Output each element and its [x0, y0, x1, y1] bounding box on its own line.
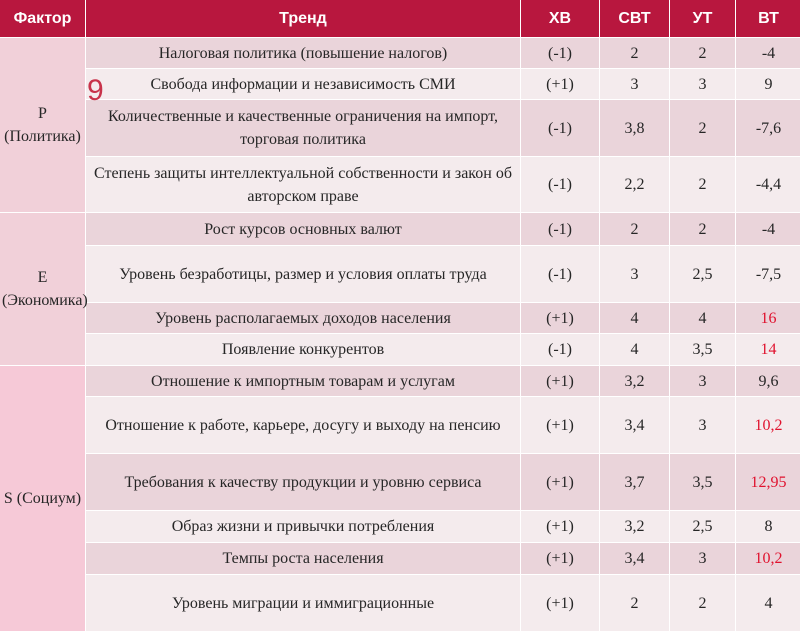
table-row: [0, 157, 800, 213]
ut-cell: 4: [670, 303, 736, 334]
svt-cell: 3,4: [600, 543, 670, 575]
svt-cell: 4: [600, 303, 670, 334]
table-row: [0, 100, 800, 157]
svt-cell: 2: [600, 213, 670, 246]
table-row: [0, 303, 800, 334]
xb-cell: (+1): [521, 366, 600, 397]
vt-cell: 10,2: [736, 397, 800, 454]
svt-cell: 3,8: [600, 100, 670, 157]
header-factor: Фактор: [0, 0, 86, 38]
vt-cell: -4: [736, 213, 800, 246]
ut-cell: 3: [670, 366, 736, 397]
vt-cell: 10,2: [736, 543, 800, 575]
ut-cell: 2: [670, 157, 736, 213]
xb-cell: (+1): [521, 454, 600, 511]
header-svt: СВТ: [600, 0, 670, 38]
svt-cell: 3,7: [600, 454, 670, 511]
table-row: [0, 543, 800, 575]
table-row: [0, 575, 800, 632]
factor-society: S (Социум): [0, 366, 86, 632]
trend-cell: Отношение к работе, карьере, досугу и выходу на пенсию: [86, 397, 521, 454]
vt-cell: 4: [736, 575, 800, 632]
svt-cell: 4: [600, 334, 670, 366]
xb-cell: (-1): [521, 334, 600, 366]
header-vt: ВТ: [736, 0, 800, 38]
vt-cell: -4,4: [736, 157, 800, 213]
xb-cell: (+1): [521, 303, 600, 334]
ut-cell: 3,5: [670, 454, 736, 511]
xb-cell: (+1): [521, 69, 600, 100]
trend-cell: Образ жизни и привычки потребления: [86, 511, 521, 543]
svt-cell: 2: [600, 575, 670, 632]
trend-cell: Требования к качеству продукции и уровню сервиса: [86, 454, 521, 511]
trend-cell: Уровень безработицы, размер и условия оплаты труда: [86, 246, 521, 303]
svt-cell: 2,2: [600, 157, 670, 213]
trend-cell: Темпы роста населения: [86, 543, 521, 575]
table-row: [0, 38, 800, 69]
xb-cell: (+1): [521, 575, 600, 632]
trend-cell: Отношение к импортным товарам и услугам: [86, 366, 521, 397]
ut-cell: 3: [670, 69, 736, 100]
trend-cell: Налоговая политика (повышение налогов): [86, 38, 521, 69]
svt-cell: 3,4: [600, 397, 670, 454]
vt-cell: 9: [736, 69, 800, 100]
xb-cell: (-1): [521, 38, 600, 69]
vt-cell: -4: [736, 38, 800, 69]
trend-cell: Рост курсов основных валют: [86, 213, 521, 246]
ut-cell: 2: [670, 100, 736, 157]
vt-cell: 12,95: [736, 454, 800, 511]
svt-cell: 3,2: [600, 511, 670, 543]
xb-cell: (+1): [521, 543, 600, 575]
trend-cell: Степень защиты интеллектуальной собственности и закон об авторском праве: [86, 157, 521, 213]
vt-cell: 14: [736, 334, 800, 366]
table-row: [0, 511, 800, 543]
header-ut: УТ: [670, 0, 736, 38]
xb-cell: (-1): [521, 213, 600, 246]
xb-cell: (-1): [521, 246, 600, 303]
factor-economics: E (Экономика): [0, 213, 86, 366]
table-row: [0, 246, 800, 303]
svt-cell: 3: [600, 69, 670, 100]
factor-politics: P (Политика): [0, 38, 86, 213]
trend-cell: Уровень располагаемых доходов населения: [86, 303, 521, 334]
ut-cell: 3: [670, 543, 736, 575]
vt-cell: -7,5: [736, 246, 800, 303]
slide-annotation-number: 9: [87, 76, 104, 106]
ut-cell: 3,5: [670, 334, 736, 366]
xb-cell: (-1): [521, 157, 600, 213]
ut-cell: 2,5: [670, 511, 736, 543]
trend-cell: Уровень миграции и иммиграционные: [86, 575, 521, 632]
ut-cell: 2: [670, 575, 736, 632]
header-trend: Тренд: [86, 0, 521, 38]
table-row: [0, 454, 800, 511]
vt-cell: 8: [736, 511, 800, 543]
trend-cell: Свобода информации и независимость СМИ: [86, 69, 521, 100]
ut-cell: 3: [670, 397, 736, 454]
xb-cell: (-1): [521, 100, 600, 157]
table-row: [0, 69, 800, 100]
trend-cell: Появление конкурентов: [86, 334, 521, 366]
ut-cell: 2: [670, 213, 736, 246]
xb-cell: (+1): [521, 397, 600, 454]
table-row: [0, 366, 800, 397]
vt-cell: 9,6: [736, 366, 800, 397]
table-row: [0, 397, 800, 454]
xb-cell: (+1): [521, 511, 600, 543]
svt-cell: 3,2: [600, 366, 670, 397]
trend-cell: Количественные и качественные ограничения на импорт, торговая политика: [86, 100, 521, 157]
header-row: [0, 0, 800, 38]
ut-cell: 2: [670, 38, 736, 69]
header-xb: ХВ: [521, 0, 600, 38]
vt-cell: -7,6: [736, 100, 800, 157]
table-row: [0, 334, 800, 366]
ut-cell: 2,5: [670, 246, 736, 303]
table-row: [0, 213, 800, 246]
svt-cell: 2: [600, 38, 670, 69]
svt-cell: 3: [600, 246, 670, 303]
vt-cell: 16: [736, 303, 800, 334]
